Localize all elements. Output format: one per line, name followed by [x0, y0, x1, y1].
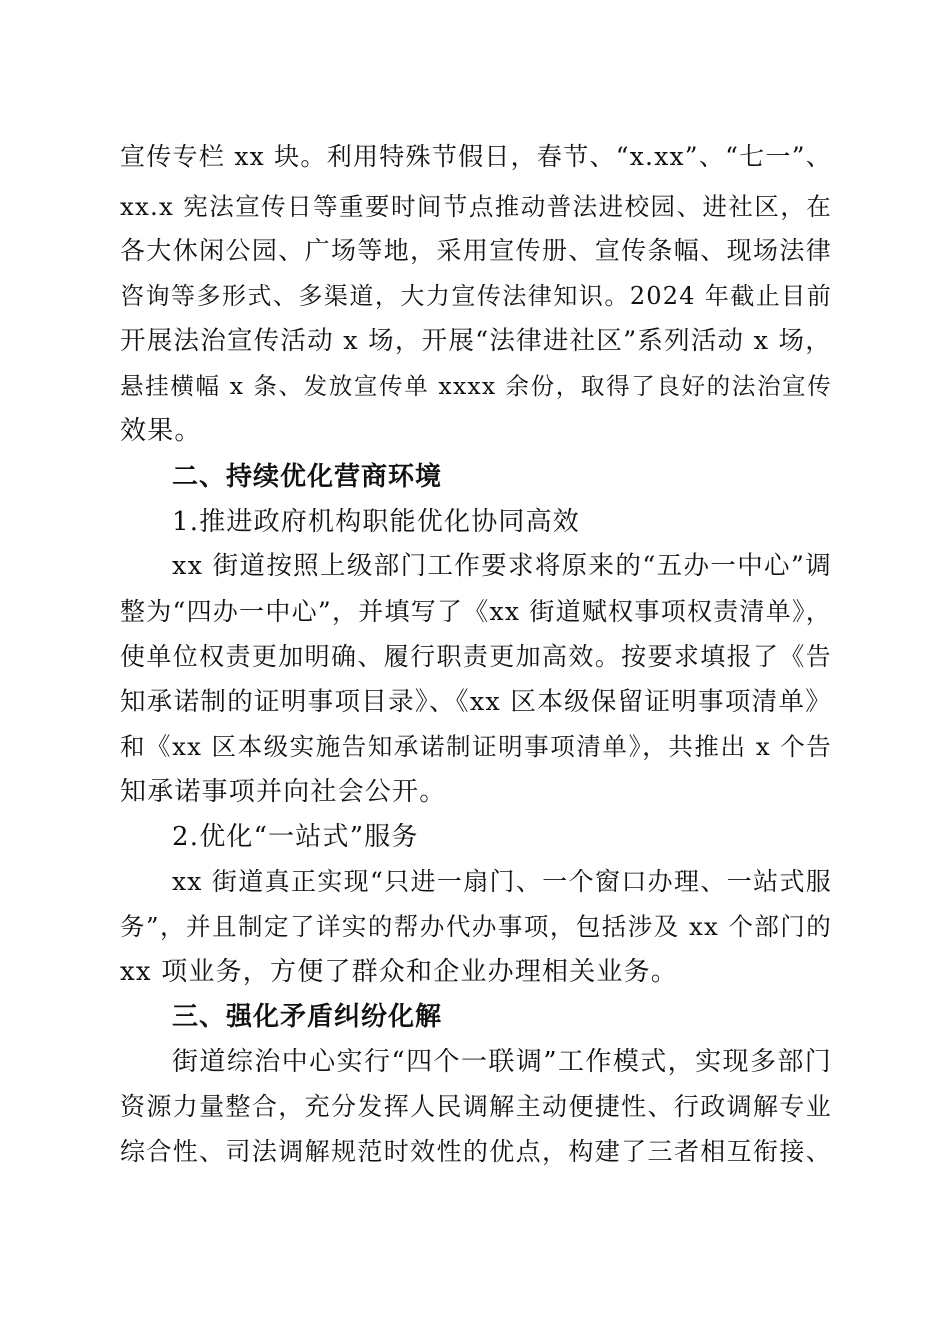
body-text-line: xx.x 宪法宣传日等重要时间节点推动普法进校园、进社区，在 — [120, 192, 832, 221]
body-text-line: 街道综治中心实行“四个一联调”工作模式，实现多部门 — [172, 1047, 832, 1077]
body-text-line: 各大休闲公园、广场等地，采用宣传册、宣传条幅、现场法律 — [120, 236, 832, 265]
body-text-line: xx 街道真正实现“只进一扇门、一个窗口办理、一站式服 — [172, 867, 832, 896]
subsection-heading: 1.推进政府机构职能优化协同高效 — [172, 507, 581, 537]
body-text-line: 整为“四办一中心”，并填写了《xx 街道赋权事项权责清单》， — [120, 597, 832, 626]
body-text-line: xx 街道按照上级部门工作要求将原来的“五办一中心”调 — [172, 551, 832, 581]
body-text-line: 知承诺事项并向社会公开。 — [120, 777, 447, 807]
body-text-line: 咨询等多形式、多渠道，大力宣传法律知识。2024 年截止目前 — [120, 282, 832, 310]
body-text-line: 宣传专栏 xx 块。利用特殊节假日，春节、“x.xx”、“七一”、 — [120, 142, 832, 171]
body-text-line: 知承诺制的证明事项目录》、《xx 区本级保留证明事项清单》 — [120, 687, 832, 717]
section-heading: 二、持续优化营商环境 — [172, 462, 443, 492]
body-text-line: 务”，并且制定了详实的帮办代办事项，包括涉及 xx 个部门的 — [120, 912, 832, 941]
subsection-heading: 2.优化“一站式”服务 — [172, 822, 419, 852]
body-text-line: 和《xx 区本级实施告知承诺制证明事项清单》，共推出 x 个告 — [120, 732, 832, 761]
body-text-line: 开展法治宣传活动 x 场，开展“法律进社区”系列活动 x 场， — [120, 326, 832, 356]
body-text-line: 资源力量整合，充分发挥人民调解主动便捷性、行政调解专业 — [120, 1092, 832, 1121]
body-text-line: xx 项业务，方便了群众和企业办理相关业务。 — [120, 957, 678, 987]
body-text-line: 效果。 — [120, 416, 202, 446]
body-text-line: 使单位权责更加明确、履行职责更加高效。按要求填报了《告 — [120, 642, 832, 671]
body-text-line: 悬挂横幅 x 条、发放宣传单 xxxx 余份，取得了良好的法治宣传 — [120, 372, 832, 400]
section-heading: 三、强化矛盾纠纷化解 — [172, 1002, 443, 1032]
body-text-line: 综合性、司法调解规范时效性的优点，构建了三者相互衔接、 — [120, 1137, 832, 1166]
